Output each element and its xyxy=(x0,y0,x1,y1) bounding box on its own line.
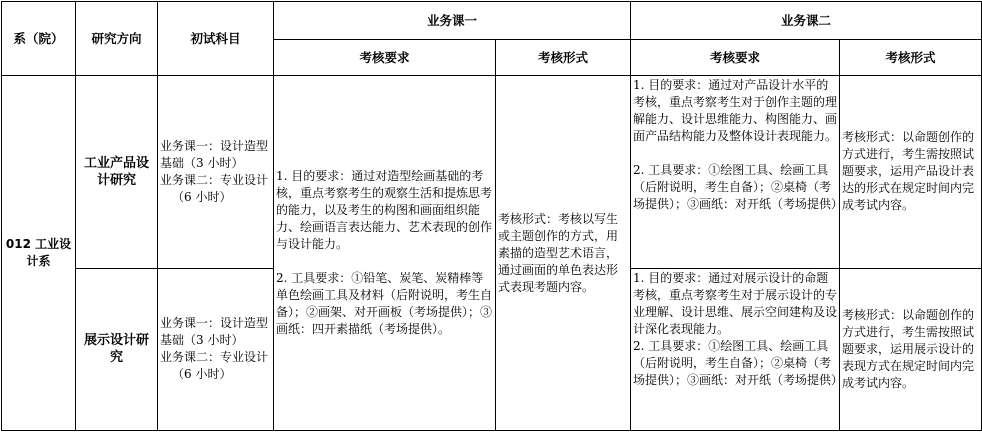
dept-name-cell xyxy=(2,76,76,431)
header-dept: 系（院） xyxy=(2,2,76,76)
subjects-line: 业务课一：设计造型基础（3 小时） xyxy=(160,316,269,348)
course2-form-cell xyxy=(840,76,982,268)
header-course2-req: 考核要求 xyxy=(631,40,840,76)
subjects-line: 业务课二：专业设计 xyxy=(160,172,269,187)
exam-requirements-table xyxy=(1,1,982,431)
course1-req-p2: 2. 工具要求：①铅笔、炭笔、炭精棒等单色绘画工具及材料（后附说明，考生自备）；②画架、对开画板（考场提供）；③ 画纸：四开素描纸（考场提供）。 xyxy=(276,271,493,337)
header-course1-form: 考核形式 xyxy=(496,40,631,76)
direction-label: 展示设计研究 xyxy=(83,333,149,366)
subjects-line: 业务课二：专业设计 xyxy=(160,350,269,365)
course2-req-p2: 2. 工具要求：①绘图工具、绘画工具（后附说明，考生自备）；②桌椅（考场提供）；③画纸：对开纸（考场提供） xyxy=(633,163,844,212)
course2-req-p2: 2. 工具要求：①绘图工具、绘画工具（后附说明，考生自备）；②桌椅（考场提供）；③画纸：对开纸（考场提供） xyxy=(633,338,844,387)
course2-req-cell xyxy=(631,76,844,268)
header-course2: 业务课二 xyxy=(631,2,982,40)
direction-label: 工业产品设计研究 xyxy=(83,155,149,188)
direction-cell xyxy=(76,76,158,268)
direction-cell xyxy=(76,268,158,430)
course2-req-cell xyxy=(631,268,844,430)
header-subjects: 初试科目 xyxy=(158,2,274,76)
course1-form-cell xyxy=(496,76,631,431)
course1-req-p1: 1. 目的要求：通过对造型绘画基础的考核，重点考察考生的观察生活和提炼思考的能力，以及考生的构图和画面组织能力、绘画语言表达能力、艺术表现的创作与设计能力。 xyxy=(276,169,493,252)
course2-form-text: 考核形式：以命题创作的方式进行，考生需按照试题要求，运用产品设计表达的形式在规定时间内完成考试内容。 xyxy=(842,130,975,213)
course2-req-p1: 1. 目的要求：通过对产品设计水平的考核，重点考察考生对于创作主题的理解能力、设计思维能力、构图能力、画面产品结构能力及整体设计表现能力。 xyxy=(633,78,838,144)
header-course1: 业务课一 xyxy=(274,2,631,40)
course2-form-cell xyxy=(840,268,982,430)
course2-form-text: 考核形式：以命题创作的方式进行，考生需按照试题要求，运用展示设计的表现方式在规定时间内完成考试内容。 xyxy=(842,307,975,390)
subjects-line: 业务课一：设计造型基础（3 小时） xyxy=(160,138,269,170)
course1-req-cell xyxy=(274,76,496,431)
subjects-line: （6 小时） xyxy=(172,367,232,382)
header-direction: 研究方向 xyxy=(76,2,158,76)
header-course2-form: 考核形式 xyxy=(840,40,982,76)
table-row xyxy=(2,76,982,268)
dept-name: 012 工业设计系 xyxy=(5,237,72,269)
subjects-line: （6 小时） xyxy=(172,189,232,204)
subjects-cell xyxy=(158,76,274,268)
header-course1-req: 考核要求 xyxy=(274,40,496,76)
subjects-cell xyxy=(158,268,274,430)
course2-req-p1: 1. 目的要求：通过对展示设计的命题考核，重点考察考生对于展示设计的专业理解、设计思维、展示空间建构及设计深化表现能力。 xyxy=(633,270,838,336)
course1-form-text: 考核形式：考核以写生或主题创作的方式，用素描的造型艺术语言，通过画面的单色表达形式表现考题内容。 xyxy=(498,211,619,294)
